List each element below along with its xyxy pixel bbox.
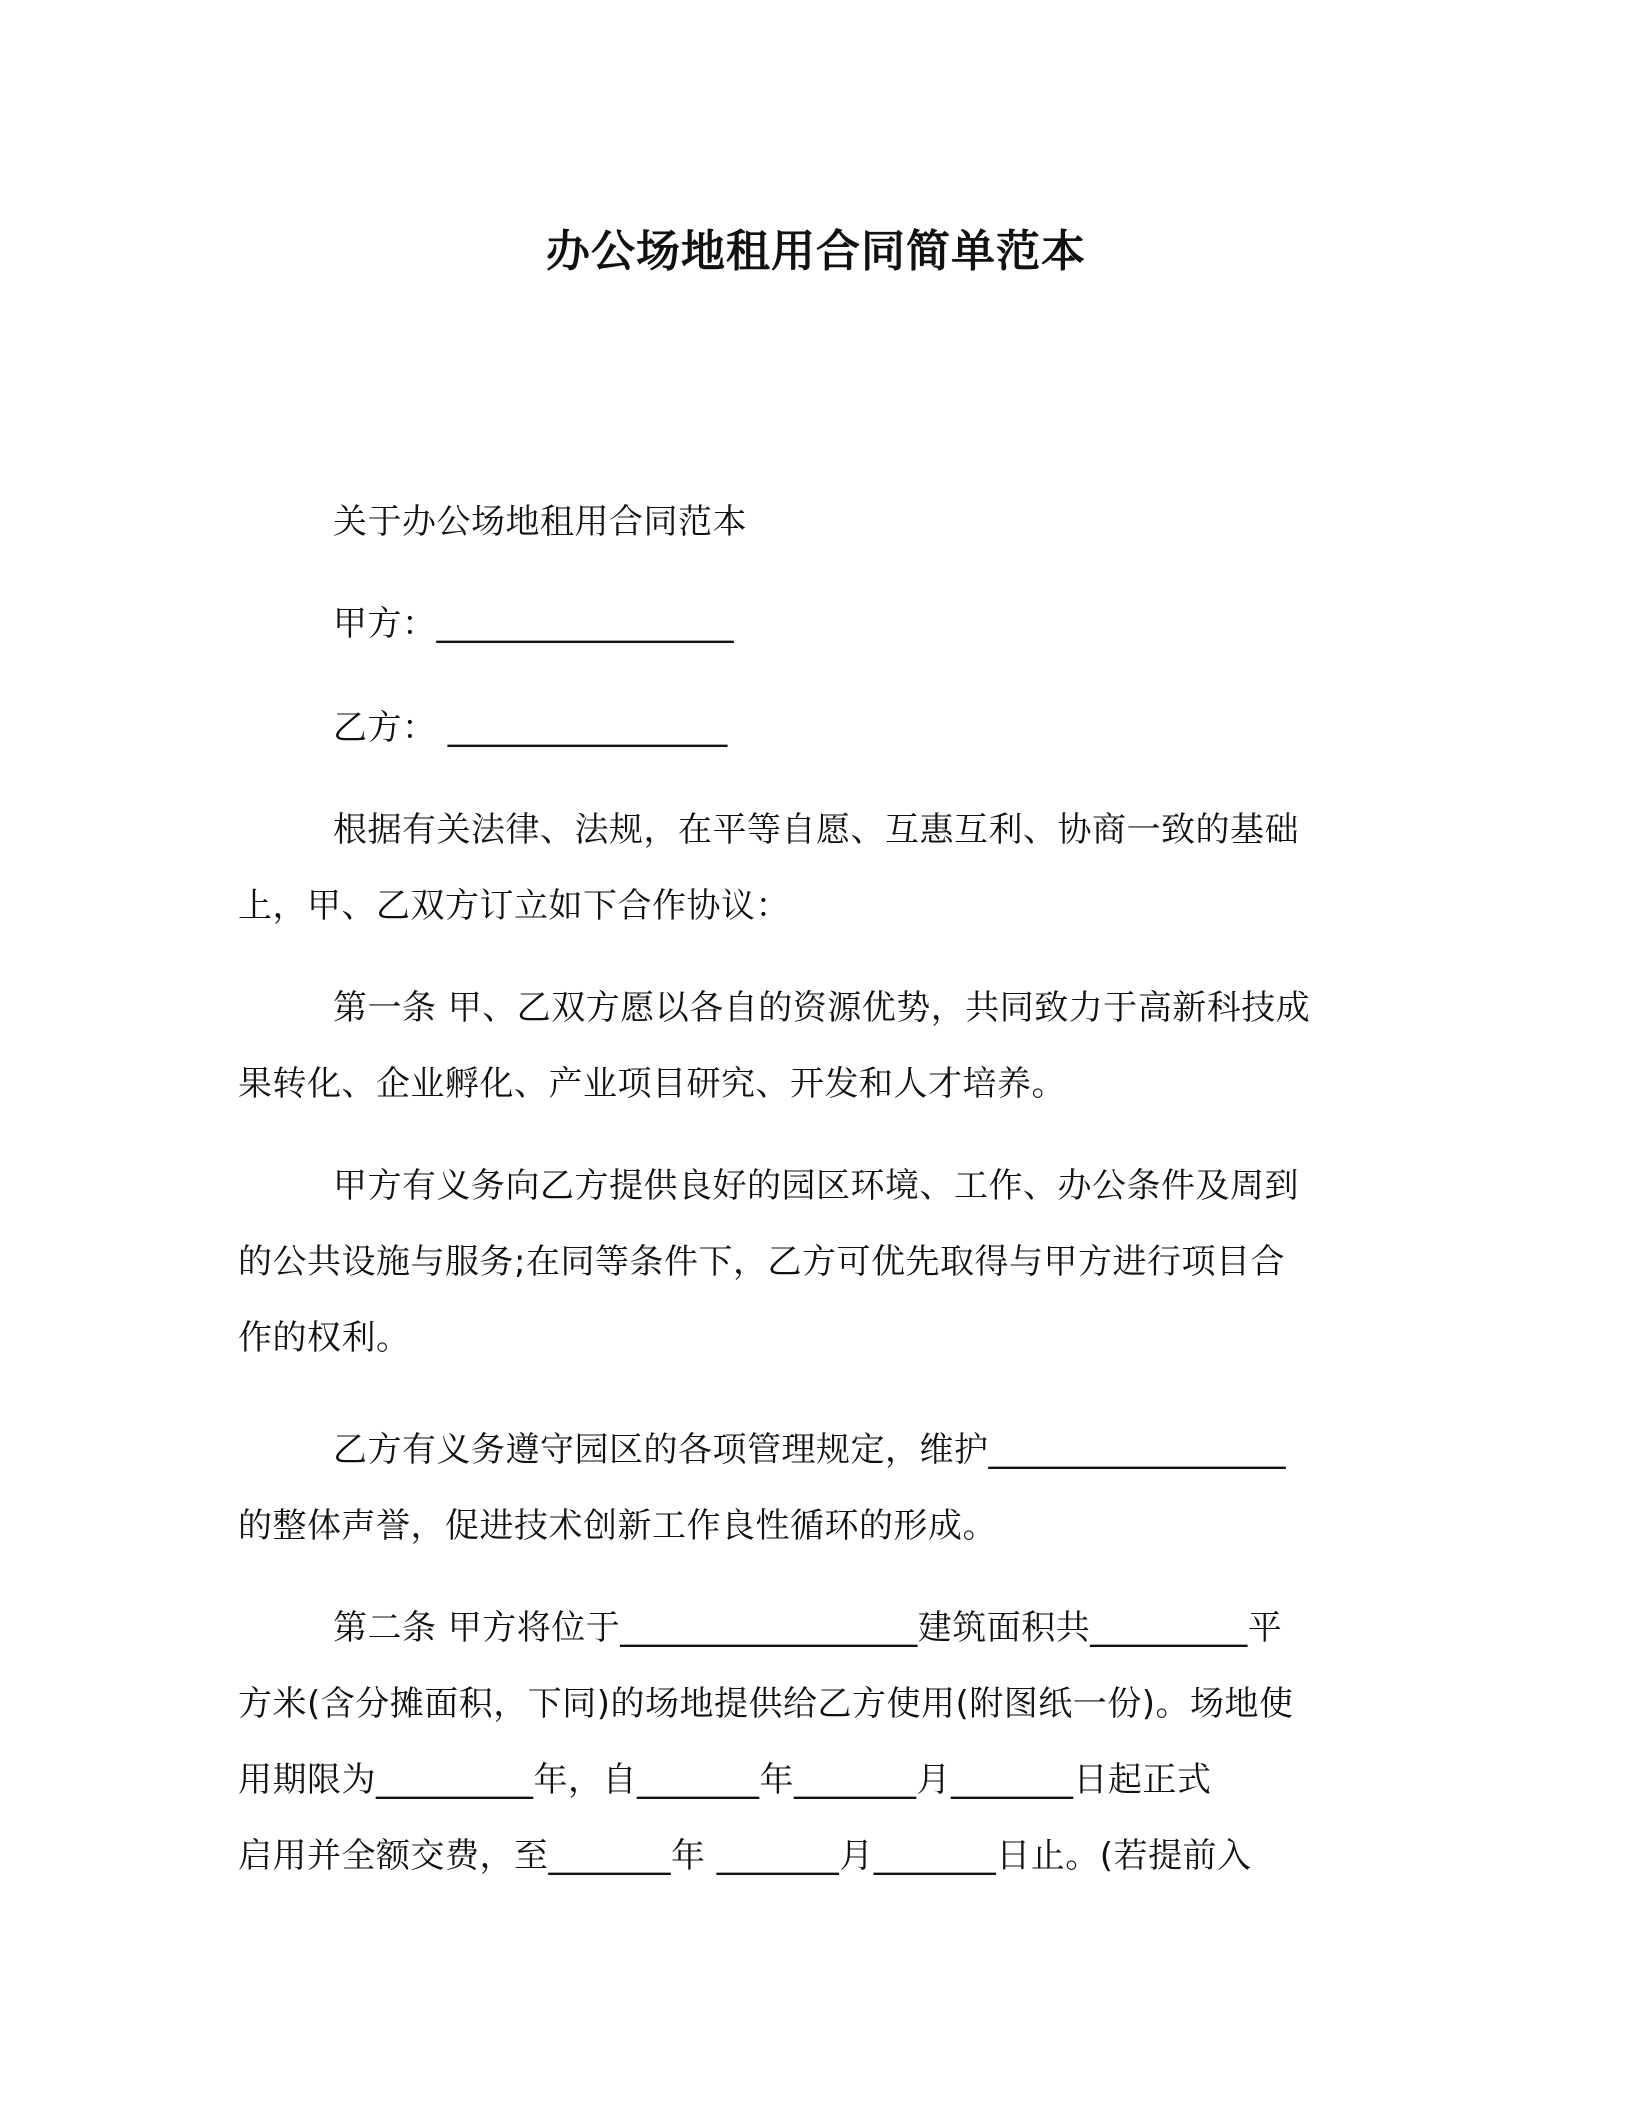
- paragraph-line: 作的权利。: [238, 1318, 411, 1358]
- subtitle-line: 关于办公场地租用合同范本: [333, 502, 747, 542]
- paragraph-line: 乙方有义务遵守园区的各项管理规定，维护_________________: [333, 1430, 1286, 1470]
- paragraph-line: 甲方有义务向乙方提供良好的园区环境、工作、办公条件及周到: [333, 1166, 1299, 1206]
- party-a-line: 甲方：_________________: [333, 604, 734, 644]
- party-b-line: 乙方： ________________: [333, 708, 728, 748]
- document-title: 办公场地租用合同简单范本: [546, 226, 1086, 277]
- article-1-line: 第一条 甲、乙双方愿以各自的资源优势，共同致力于高新科技成: [333, 988, 1311, 1028]
- paragraph-line: 的公共设施与服务;在同等条件下，乙方可优先取得与甲方进行项目合: [238, 1242, 1285, 1282]
- article-1-line: 果转化、企业孵化、产业项目研究、开发和人才培养。: [238, 1064, 1066, 1104]
- article-2-line: 启用并全额交费，至_______年 _______月_______日止。(若提前入: [238, 1836, 1252, 1876]
- article-2-line: 方米(含分摊面积，下同)的场地提供给乙方使用(附图纸一份)。场地使: [238, 1684, 1294, 1724]
- article-2-line: 用期限为_________年，自_______年_______月_______日起正式: [238, 1760, 1212, 1800]
- article-2-line: 第二条 甲方将位于_________________建筑面积共_________平: [333, 1608, 1283, 1648]
- paragraph-line: 根据有关法律、法规，在平等自愿、互惠互利、协商一致的基础: [333, 810, 1299, 850]
- paragraph-line: 上，甲、乙双方订立如下合作协议：: [238, 886, 790, 926]
- paragraph-line: 的整体声誉，促进技术创新工作良性循环的形成。: [238, 1506, 997, 1546]
